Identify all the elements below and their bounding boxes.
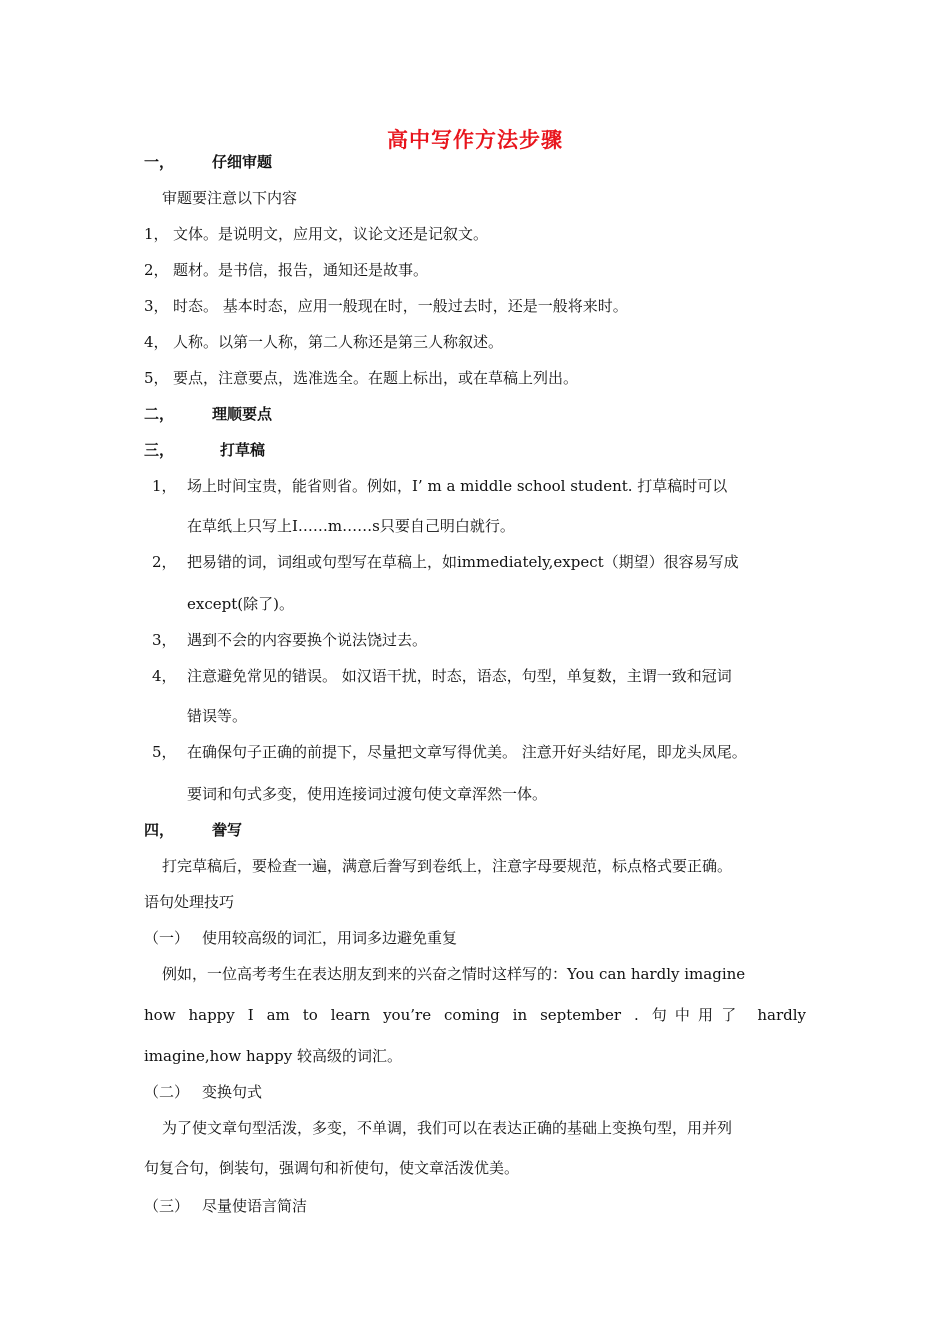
sub-1-heading: 使用较高级的词汇，用词多边避免重复 <box>202 929 458 947</box>
sub-3-heading: 尽量使语言简洁 <box>202 1197 308 1215</box>
sub-2-paragraph-line2: 句复合句，倒装句，强调句和祈使句，使文章活泼优美。 <box>144 1159 520 1177</box>
s1-item-2-text: 题材。是书信，报告，通知还是故事。 <box>173 261 429 279</box>
sub-1-paragraph-line2: how happy I am to learn you’re coming in september . 句中用了 hardly <box>144 1006 806 1024</box>
s3-item-5-line1: 在确保句子正确的前提下，尽量把文章写得优美。 注意开好头结好尾，即龙头凤尾。 <box>187 743 747 761</box>
section-1-heading: 仔细审题 <box>212 153 273 171</box>
s1-item-5-text: 要点，注意要点，选准选全。在题上标出，或在草稿上列出。 <box>173 369 579 387</box>
section-4-number: 四， <box>144 821 175 839</box>
s1-item-2-number: 2， <box>144 261 169 279</box>
sub-1-number: （一） <box>144 929 190 947</box>
sub-2-number: （二） <box>144 1083 190 1101</box>
s3-item-5-number: 5， <box>152 743 177 761</box>
s1-item-1-text: 文体。是说明文，应用文，议论文还是记叙文。 <box>173 225 489 243</box>
page-title: 高中写作方法步骤 <box>387 128 563 152</box>
section-1-number: 一， <box>144 153 175 171</box>
s3-item-2-number: 2， <box>152 553 177 571</box>
section-4-text: 打完草稿后，要检查一遍，满意后誊写到卷纸上，注意字母要规范，标点格式要正确。 <box>162 857 733 875</box>
sub-2-heading: 变换句式 <box>202 1083 263 1101</box>
sub-2-paragraph-line1: 为了使文章句型活泼，多变，不单调，我们可以在表达正确的基础上变换句型，用并列 <box>162 1119 733 1137</box>
s1-item-1-number: 1， <box>144 225 169 243</box>
s3-item-4-line1: 注意避免常见的错误。 如汉语干扰，时态，语态，句型，单复数，主谓一致和冠词 <box>187 667 732 685</box>
s1-item-5-number: 5， <box>144 369 169 387</box>
sub-1-paragraph-line3: imagine,how happy 较高级的词汇。 <box>144 1047 403 1065</box>
s1-item-4-number: 4， <box>144 333 169 351</box>
s3-item-3-line1: 遇到不会的内容要换个说法饶过去。 <box>187 631 428 649</box>
s3-item-5-line2: 要词和句式多变，使用连接词过渡句使文章浑然一体。 <box>187 785 548 803</box>
s3-item-3-number: 3， <box>152 631 177 649</box>
s1-item-3-text: 时态。 基本时态，应用一般现在时，一般过去时，还是一般将来时。 <box>173 297 628 315</box>
section-4-heading: 誊写 <box>212 821 243 839</box>
s3-item-4-number: 4， <box>152 667 177 685</box>
s3-item-1-number: 1， <box>152 477 177 495</box>
s1-item-4-text: 人称。以第一人称，第二人称还是第三人称叙述。 <box>173 333 504 351</box>
s3-item-4-line2: 错误等。 <box>187 707 248 725</box>
s3-item-1-line1: 场上时间宝贵，能省则省。例如，I’ m a middle school student. 打草稿时可以 <box>187 477 728 495</box>
s3-item-2-line1: 把易错的词，词组或句型写在草稿上，如immediately,expect（期望）很容易写成 <box>187 553 739 571</box>
section-3-heading: 打草稿 <box>220 441 266 459</box>
section-2-heading: 理顺要点 <box>212 405 273 423</box>
section-2-number: 二， <box>144 405 175 423</box>
sub-3-number: （三） <box>144 1197 190 1215</box>
s3-item-2-line2: except(除了)。 <box>187 595 294 613</box>
skills-title: 语句处理技巧 <box>144 893 235 911</box>
s1-item-3-number: 3， <box>144 297 169 315</box>
section-1-intro: 审题要注意以下内容 <box>162 189 298 207</box>
s3-item-1-line2: 在草纸上只写上I……m……s只要自己明白就行。 <box>187 517 515 535</box>
section-3-number: 三， <box>144 441 175 459</box>
sub-1-paragraph-line1: 例如，一位高考考生在表达朋友到来的兴奋之情时这样写的：You can hardly imagine <box>162 965 746 983</box>
